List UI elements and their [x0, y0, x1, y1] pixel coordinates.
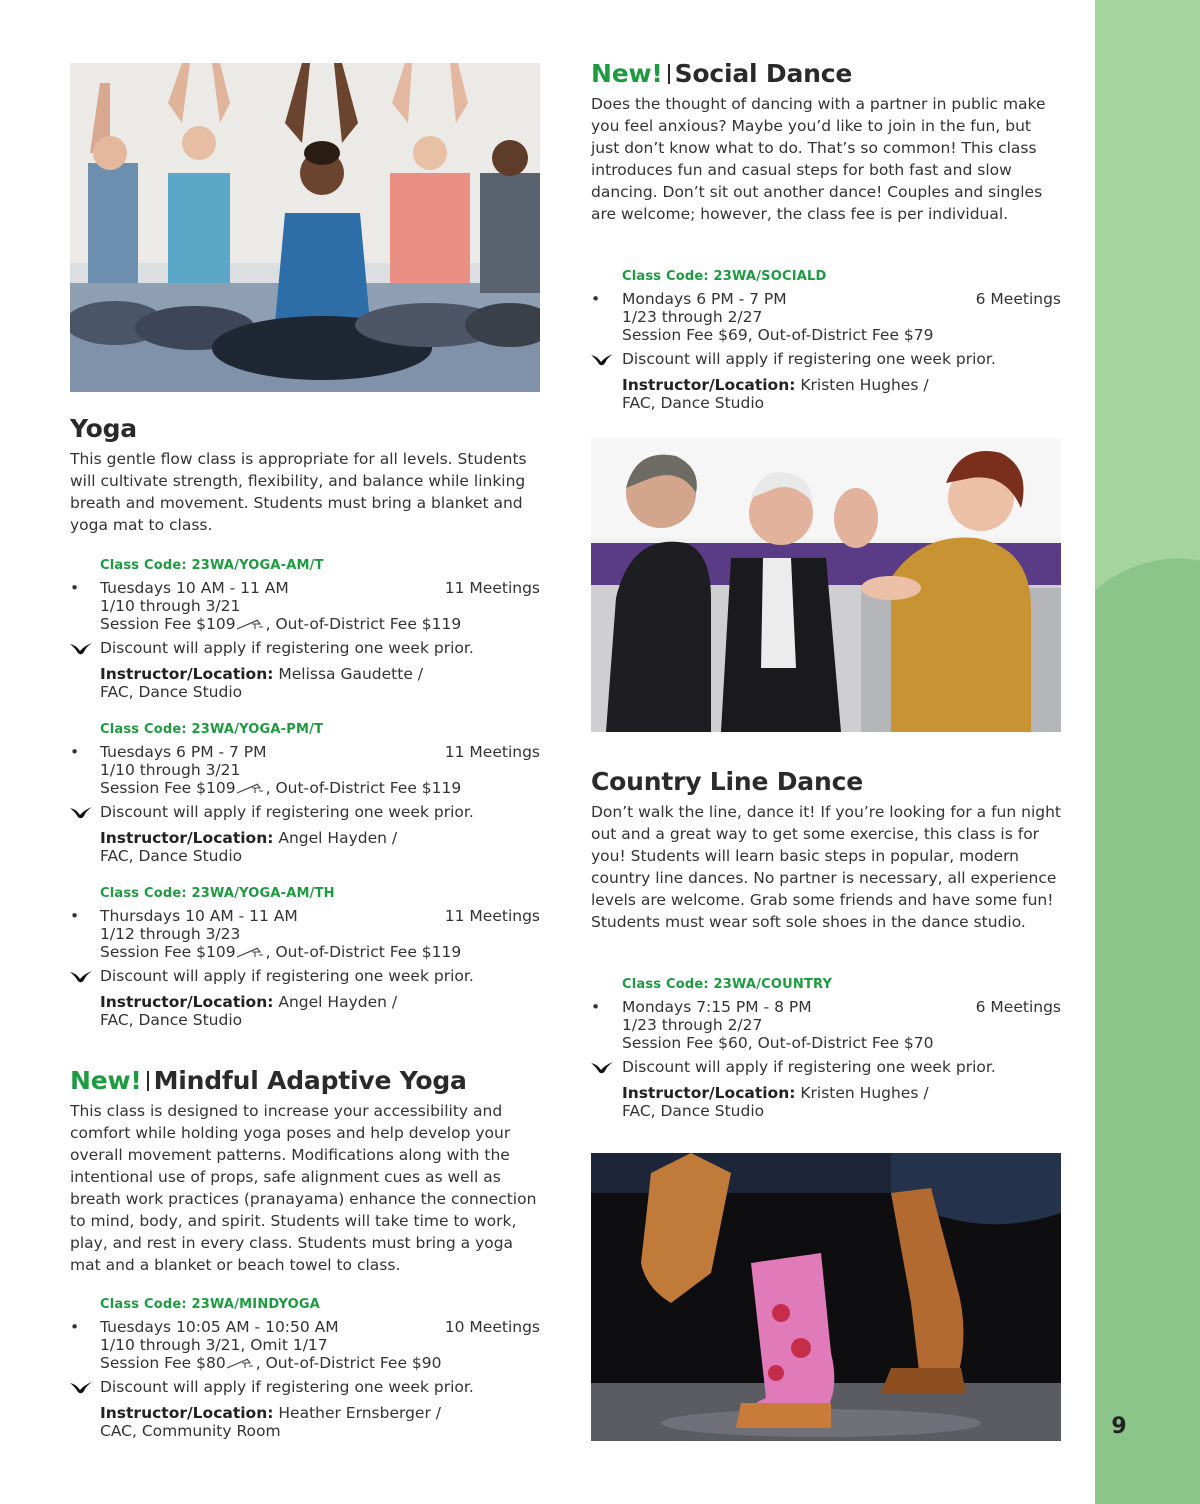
bird-icon	[70, 970, 92, 984]
class-code: Class Code: 23WA/YOGA-AM/T	[100, 558, 324, 573]
discount-mark-icon	[236, 781, 266, 795]
instructor-row	[591, 376, 1061, 394]
instructor-name: Kristen Hughes /	[795, 376, 929, 394]
bullet-icon: •	[591, 290, 601, 308]
discount-mark-icon	[236, 617, 266, 631]
schedule-row	[70, 1318, 540, 1336]
sociald-session	[591, 268, 1061, 412]
bullet-icon: •	[70, 579, 80, 597]
fee: Session Fee $69, Out-of-District Fee $79	[622, 326, 934, 344]
instructor-row	[70, 1404, 540, 1422]
fee-row	[70, 943, 540, 961]
mindful-yoga-title-row	[70, 1066, 540, 1096]
discount-row	[70, 967, 540, 985]
location: FAC, Dance Studio	[622, 1102, 765, 1120]
discount-text: Discount will apply if registering one week prior.	[100, 967, 474, 985]
instructor-label: Instructor/Location:	[622, 1084, 796, 1102]
schedule: Tuesdays 10:05 AM - 10:50 AM	[100, 1318, 339, 1336]
discount-text: Discount will apply if registering one week prior.	[100, 639, 474, 657]
meetings: 6 Meetings	[975, 290, 1061, 308]
fee-row	[70, 615, 540, 633]
out-of-district-fee: , Out-of-District Fee $119	[265, 779, 462, 797]
instructor-row	[70, 829, 540, 847]
schedule: Tuesdays 6 PM - 7 PM	[100, 743, 267, 761]
session-fee: Session Fee $109	[100, 943, 236, 961]
social-dance-photo	[591, 438, 1061, 732]
title-separator	[668, 64, 670, 84]
mindful-yoga-title: Mindful Adaptive Yoga	[153, 1066, 467, 1095]
discount-row	[591, 1058, 1061, 1076]
dates: 1/12 through 3/23	[100, 925, 241, 943]
instructor-name: Angel Hayden /	[273, 993, 398, 1011]
out-of-district-fee: , Out-of-District Fee $90	[255, 1354, 442, 1372]
bird-icon	[70, 806, 92, 820]
fee-row	[70, 779, 540, 797]
mindyoga-session	[70, 1296, 540, 1440]
fee: Session Fee $60, Out-of-District Fee $70	[622, 1034, 934, 1052]
location: FAC, Dance Studio	[100, 683, 243, 701]
bullet-icon: •	[70, 907, 80, 925]
instructor-name: Heather Ernsberger /	[273, 1404, 441, 1422]
discount-text: Discount will apply if registering one week prior.	[622, 1058, 996, 1076]
fee-row	[70, 1354, 540, 1372]
new-tag: New!	[70, 1066, 142, 1095]
session-fee: Session Fee $109	[100, 615, 236, 633]
dates: 1/23 through 2/27	[622, 308, 763, 326]
location: CAC, Community Room	[100, 1422, 281, 1440]
discount-text: Discount will apply if registering one week prior.	[622, 350, 996, 368]
instructor-name: Angel Hayden /	[273, 829, 398, 847]
instructor-label: Instructor/Location:	[100, 1404, 274, 1422]
yoga-description: This gentle flow class is appropriate for all levels. Students will cultivate strength, flexibility, and balance while linking breath and movement. Students must bring a blanket and yoga mat to class.	[70, 450, 527, 534]
discount-mark-icon	[226, 1356, 256, 1370]
country-line-dance-section	[591, 767, 1061, 933]
meetings: 10 Meetings	[444, 1318, 540, 1336]
schedule: Thursdays 10 AM - 11 AM	[100, 907, 298, 925]
side-tab-wave	[1095, 546, 1200, 755]
class-code: Class Code: 23WA/SOCIALD	[622, 269, 827, 284]
discount-mark-icon	[236, 945, 266, 959]
meetings: 11 Meetings	[444, 579, 540, 597]
class-code: Class Code: 23WA/MINDYOGA	[100, 1297, 320, 1312]
yoga-pm-t-session	[70, 721, 540, 865]
bullet-icon: •	[591, 998, 601, 1016]
instructor-label: Instructor/Location:	[622, 376, 796, 394]
schedule-row	[70, 907, 540, 925]
session-fee: Session Fee $80	[100, 1354, 226, 1372]
schedule: Mondays 6 PM - 7 PM	[622, 290, 787, 308]
instructor-label: Instructor/Location:	[100, 665, 274, 683]
discount-text: Discount will apply if registering one week prior.	[100, 1378, 474, 1396]
class-code: Class Code: 23WA/YOGA-PM/T	[100, 722, 324, 737]
bird-icon	[591, 1061, 613, 1075]
new-tag: New!	[591, 59, 663, 88]
schedule-row	[70, 743, 540, 761]
mindful-yoga-description: This class is designed to increase your accessibility and comfort while holding yoga poses and help develop your overall movement patterns. Modifications along with the intentional use of props, safe alignment cues as well as breath work practices (pranayama) enhance the connection to mind, body, and spirit. Students will take time to work, play, and rest in every class. Students must bring a yoga mat and a blanket or beach towel to class.	[70, 1102, 537, 1274]
location: FAC, Dance Studio	[100, 1011, 243, 1029]
meetings: 11 Meetings	[444, 907, 540, 925]
dates: 1/23 through 2/27	[622, 1016, 763, 1034]
instructor-label: Instructor/Location:	[100, 829, 274, 847]
instructor-row	[591, 1084, 1061, 1102]
location: FAC, Dance Studio	[100, 847, 243, 865]
discount-row	[70, 639, 540, 657]
country-line-dance-description: Don’t walk the line, dance it! If you’re looking for a fun night out and a great way to get some exercise, this class is for you! Students will learn basic steps in popular, modern country line dances. No partner is necessary, all experience levels are welcome. Grab some friends and have some fun! Students must wear soft sole shoes in the dance studio.	[591, 803, 1061, 931]
schedule: Mondays 7:15 PM - 8 PM	[622, 998, 812, 1016]
bird-icon	[70, 642, 92, 656]
out-of-district-fee: , Out-of-District Fee $119	[265, 943, 462, 961]
bird-icon	[591, 353, 613, 367]
social-dance-section	[591, 59, 1061, 225]
country-dance-boots-photo	[591, 1153, 1061, 1441]
meetings: 6 Meetings	[975, 998, 1061, 1016]
yoga-class-photo	[70, 63, 540, 392]
country-session	[591, 976, 1061, 1120]
dates: 1/10 through 3/21	[100, 761, 241, 779]
discount-row	[70, 803, 540, 821]
schedule-row	[591, 290, 1061, 308]
instructor-name: Kristen Hughes /	[795, 1084, 929, 1102]
instructor-row	[70, 993, 540, 1011]
class-code: Class Code: 23WA/COUNTRY	[622, 977, 833, 992]
bullet-icon: •	[70, 1318, 80, 1336]
yoga-am-t-session	[70, 557, 540, 701]
session-fee: Session Fee $109	[100, 779, 236, 797]
discount-row	[591, 350, 1061, 368]
yoga-title: Yoga	[70, 414, 137, 443]
yoga-am-th-session	[70, 885, 540, 1029]
meetings: 11 Meetings	[444, 743, 540, 761]
schedule-row	[591, 998, 1061, 1016]
side-tab-light	[1095, 0, 1200, 650]
page-side-tab	[1095, 0, 1200, 1504]
instructor-label: Instructor/Location:	[100, 993, 274, 1011]
discount-text: Discount will apply if registering one week prior.	[100, 803, 474, 821]
title-separator	[147, 1071, 149, 1091]
dates: 1/10 through 3/21	[100, 597, 241, 615]
social-dance-description: Does the thought of dancing with a partner in public make you feel anxious? Maybe you’d like to join in the fun, but just don’t know what to do. That’s so common! This class introduces fun and casual steps for both fast and slow dancing. Don’t sit out another dance! Couples and singles are welcome; however, the class fee is per individual.	[591, 95, 1046, 223]
bird-icon	[70, 1381, 92, 1395]
discount-row	[70, 1378, 540, 1396]
schedule: Tuesdays 10 AM - 11 AM	[100, 579, 289, 597]
class-code: Class Code: 23WA/YOGA-AM/TH	[100, 886, 335, 901]
yoga-section	[70, 414, 540, 536]
instructor-row	[70, 665, 540, 683]
bullet-icon: •	[70, 743, 80, 761]
social-dance-title-row	[591, 59, 1061, 89]
location: FAC, Dance Studio	[622, 394, 765, 412]
schedule-row	[70, 579, 540, 597]
page-number: 9	[1111, 1414, 1127, 1439]
country-line-dance-title: Country Line Dance	[591, 767, 863, 796]
mindful-yoga-section	[70, 1066, 540, 1276]
instructor-name: Melissa Gaudette /	[273, 665, 424, 683]
dates: 1/10 through 3/21, Omit 1/17	[100, 1336, 328, 1354]
social-dance-title: Social Dance	[674, 59, 853, 88]
out-of-district-fee: , Out-of-District Fee $119	[265, 615, 462, 633]
